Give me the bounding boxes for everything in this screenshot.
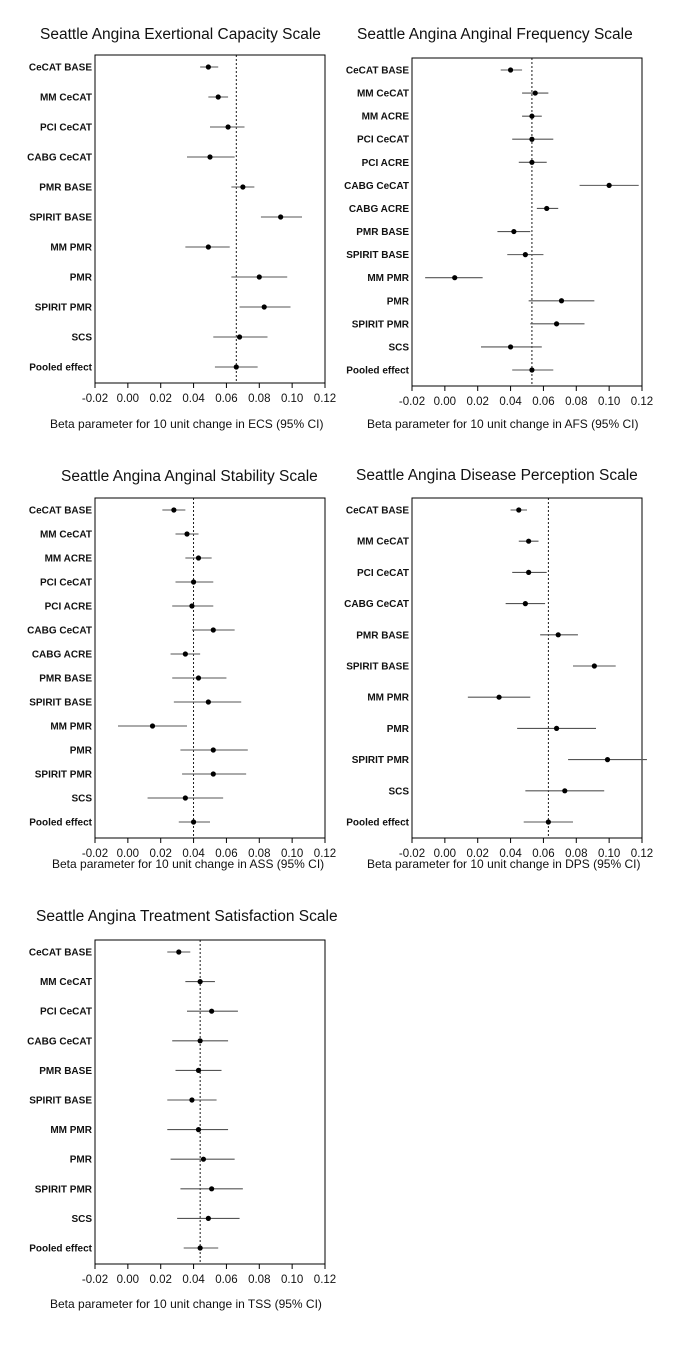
row-label: CeCAT BASE	[345, 65, 409, 77]
x-tick-label: 0.10	[280, 848, 304, 860]
row-label: SCS	[71, 793, 92, 805]
x-axis-label-ass: Beta parameter for 10 unit change in ASS (95% CI)	[52, 857, 325, 871]
point-estimate	[209, 1009, 214, 1014]
x-axis-label-afs: Beta parameter for 10 unit change in AFS (95% CI)	[367, 417, 639, 431]
x-tick-label: 0.10	[280, 393, 304, 405]
row-label: SCS	[71, 332, 92, 344]
row-label: PCI CeCAT	[39, 577, 92, 589]
row-label: PMR BASE	[356, 630, 409, 642]
x-tick-label: 0.10	[597, 396, 621, 408]
row-label: SCS	[388, 342, 409, 354]
row-label: PCI CeCAT	[356, 567, 409, 579]
plot-frame	[95, 940, 325, 1264]
x-tick-label: 0.06	[215, 1274, 238, 1286]
x-tick-label: 0.12	[313, 848, 337, 860]
row-label: PMR	[69, 272, 92, 284]
row-label: MM PMR	[50, 242, 92, 254]
row-label: CeCAT BASE	[28, 505, 92, 517]
row-label: SPIRIT PMR	[34, 769, 92, 781]
row-label: SPIRIT BASE	[346, 250, 409, 262]
x-tick-label: 0.04	[499, 848, 522, 860]
x-tick-label: 0.02	[466, 396, 489, 408]
row-label: CABG CeCAT	[344, 180, 409, 192]
x-tick-label: 0.08	[248, 1274, 271, 1286]
point-estimate	[206, 1216, 211, 1221]
row-label: PMR BASE	[356, 227, 409, 239]
row-label: PMR BASE	[39, 673, 92, 685]
x-tick-label: 0.04	[182, 848, 205, 860]
x-tick-label: 0.12	[313, 393, 337, 405]
row-label: PMR	[386, 296, 409, 308]
row-label: MM CeCAT	[356, 536, 409, 548]
row-label: PMR	[69, 745, 92, 757]
row-label: MM PMR	[50, 1125, 92, 1137]
panel-title-afs: Seattle Angina Anginal Frequency Scale	[357, 26, 633, 43]
row-label: MM CeCAT	[39, 92, 92, 104]
x-tick-label: 0.08	[248, 848, 271, 860]
x-tick-label: 0.02	[466, 848, 489, 860]
row-label: PCI CeCAT	[356, 134, 409, 146]
row-label: MM PMR	[367, 273, 409, 285]
x-tick-label: 0.00	[116, 393, 140, 405]
x-tick-label: 0.06	[532, 848, 555, 860]
row-label: SPIRIT PMR	[34, 302, 92, 314]
row-label: CABG CeCAT	[27, 625, 92, 637]
row-label: SPIRIT BASE	[29, 697, 92, 709]
x-tick-label: 0.08	[565, 848, 588, 860]
point-estimate	[198, 1245, 203, 1250]
x-tick-label: -0.02	[398, 848, 426, 860]
row-label: MM PMR	[367, 692, 409, 704]
point-estimate	[201, 1157, 206, 1162]
row-label: CABG CeCAT	[27, 1036, 92, 1048]
panel-title-ass: Seattle Angina Anginal Stability Scale	[61, 468, 318, 485]
row-label: PCI CeCAT	[39, 1006, 92, 1018]
row-label: SPIRIT BASE	[29, 212, 92, 224]
x-tick-label: -0.02	[81, 848, 109, 860]
row-label: PMR	[69, 1154, 92, 1166]
row-label: Pooled effect	[346, 817, 409, 829]
x-axis-label-ecs: Beta parameter for 10 unit change in ECS (95% CI)	[50, 417, 324, 431]
row-label: PMR BASE	[39, 182, 92, 194]
row-label: SCS	[388, 786, 409, 798]
row-label: CeCAT BASE	[28, 62, 92, 74]
point-estimate	[176, 949, 181, 954]
row-label: SPIRIT PMR	[34, 1184, 92, 1196]
x-tick-label: 0.08	[565, 396, 588, 408]
row-label: PMR	[386, 723, 409, 735]
x-tick-label: 0.12	[313, 1274, 337, 1286]
x-tick-label: 0.08	[248, 393, 271, 405]
row-label: CABG ACRE	[348, 203, 409, 215]
row-label: MM CeCAT	[356, 88, 409, 100]
x-tick-label: -0.02	[81, 393, 109, 405]
point-estimate	[198, 979, 203, 984]
row-label: SPIRIT PMR	[351, 755, 409, 767]
row-label: Pooled effect	[346, 365, 409, 377]
row-label: PMR BASE	[39, 1065, 92, 1077]
x-tick-label: 0.04	[499, 396, 522, 408]
x-tick-label: 0.10	[597, 848, 621, 860]
row-label: CABG CeCAT	[344, 599, 409, 611]
x-tick-label: 0.00	[116, 1274, 140, 1286]
x-tick-label: 0.00	[433, 848, 457, 860]
panel-title-ecs: Seattle Angina Exertional Capacity Scale	[40, 26, 321, 43]
x-tick-label: 0.04	[182, 393, 205, 405]
row-label: CeCAT BASE	[345, 505, 409, 517]
x-tick-label: 0.02	[149, 848, 172, 860]
row-label: CABG CeCAT	[27, 152, 92, 164]
panel-title-dps: Seattle Angina Disease Perception Scale	[356, 467, 638, 484]
row-label: Pooled effect	[29, 817, 92, 829]
point-estimate	[189, 1097, 194, 1102]
x-tick-label: 0.06	[215, 848, 238, 860]
row-label: PCI ACRE	[44, 601, 92, 613]
x-tick-label: 0.10	[280, 1274, 304, 1286]
point-estimate	[196, 1068, 201, 1073]
x-tick-label: 0.06	[532, 396, 555, 408]
row-label: SPIRIT BASE	[346, 661, 409, 673]
x-tick-label: 0.04	[182, 1274, 205, 1286]
x-tick-label: 0.12	[630, 396, 654, 408]
row-label: CeCAT BASE	[28, 947, 92, 959]
panel-title-tss: Seattle Angina Treatment Satisfaction Scale	[36, 908, 338, 925]
row-label: MM ACRE	[361, 111, 409, 123]
x-axis-label-tss: Beta parameter for 10 unit change in TSS (95% CI)	[50, 1297, 322, 1311]
row-label: MM CeCAT	[39, 977, 92, 989]
row-label: SPIRIT BASE	[29, 1095, 92, 1107]
x-tick-label: 0.02	[149, 1274, 172, 1286]
point-estimate	[209, 1186, 214, 1191]
row-label: MM PMR	[50, 721, 92, 733]
x-tick-label: 0.12	[630, 848, 654, 860]
row-label: Pooled effect	[29, 362, 92, 374]
x-tick-label: -0.02	[398, 396, 426, 408]
row-label: CABG ACRE	[31, 649, 92, 661]
x-tick-label: 0.06	[215, 393, 238, 405]
row-label: MM CeCAT	[39, 529, 92, 541]
row-label: PCI ACRE	[361, 157, 409, 169]
row-label: SPIRIT PMR	[351, 319, 409, 331]
x-tick-label: 0.00	[116, 848, 140, 860]
row-label: SCS	[71, 1213, 92, 1225]
point-estimate	[198, 1038, 203, 1043]
x-tick-label: 0.00	[433, 396, 457, 408]
row-label: MM ACRE	[44, 553, 92, 565]
row-label: Pooled effect	[29, 1243, 92, 1255]
point-estimate	[196, 1127, 201, 1132]
x-tick-label: 0.02	[149, 393, 172, 405]
row-label: PCI CeCAT	[39, 122, 92, 134]
x-axis-label-dps: Beta parameter for 10 unit change in DPS (95% CI)	[367, 857, 641, 871]
x-tick-label: -0.02	[81, 1274, 109, 1286]
